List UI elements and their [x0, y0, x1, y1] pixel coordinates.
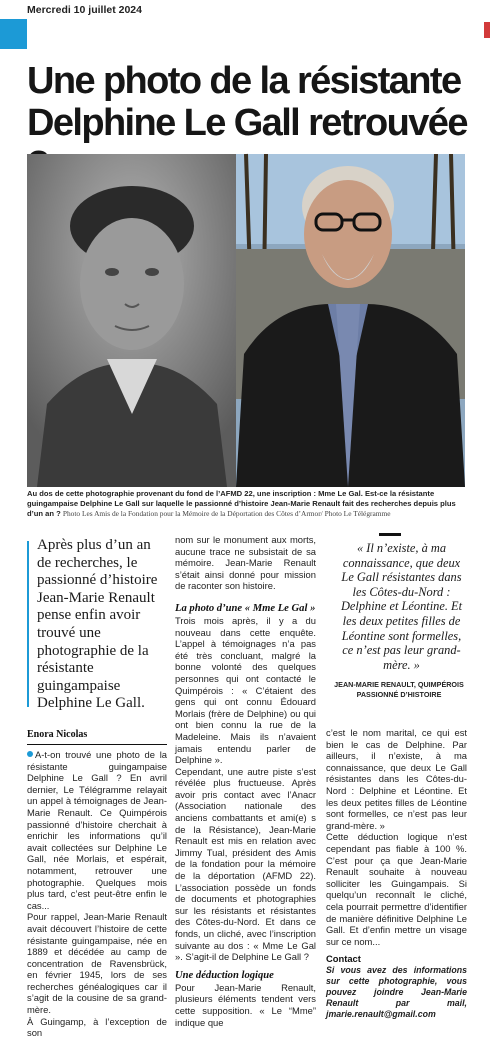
archive-portrait-photo — [27, 154, 236, 487]
body-paragraph: A-t-on trouvé une photo de la résistante guingampaise Delphine Le Gall ? En avril dernier, Le Télégramme relayait un appel à témoignages de Jean-Marie Renault. Ce Quimpérois passionné d’histoire cherchait à enrichir les informations qu’il avait collectées sur Delphine Le Gall, née Morlais, et espérait, notamment, retrouver une photographie. Quelques mois plus tard, c’est peut-être enfin le cas... — [27, 749, 167, 911]
body-paragraph: Pour rappel, Jean-Marie Renault avait découvert l’histoire de cette résistante guingampaise, née en 1889 et décédée au camp de concentration de Ravensbrück, en février 1945, lors de ses recherches généalogiques car il s’agit de la cousine de sa grand-mère. — [27, 911, 167, 1016]
body-paragraph: Cette déduction logique n’est cependant pas fiable à 100 %. C’est pour ça que Jean-Marie Renault souhaite à nouveau solliciter les Guingampais. Si quelqu’un reconnaît le cliché, cela pourrait permettre d’identifier de manière définitive Delphine Le Gall. Et d’enfin mettre un visage sur ce nom... — [326, 831, 467, 947]
body-paragraph: nom sur le monument aux morts, aucune trace ne subsistait de sa mémoire. Jean-Marie Renault s’était ainsi donné pour mission de raconter son histoire. — [175, 534, 316, 592]
bullet-icon — [27, 751, 33, 757]
contact-heading: Contact — [326, 953, 361, 965]
article-photo — [27, 154, 465, 487]
subheading: La photo d’une « Mme Le Gal » — [175, 602, 316, 614]
body-column-1 — [27, 749, 167, 1039]
issue-date: Mercredi 10 juillet 2024 — [27, 4, 142, 16]
researcher-portrait-photo — [236, 154, 465, 487]
section-accent-bar — [0, 19, 27, 49]
body-column-2 — [175, 534, 316, 1028]
headline-line-1: Une photo de la résistante — [27, 60, 461, 102]
section-dash — [379, 533, 401, 536]
body-paragraph: c’est le nom marital, ce qui est bien le cas de Delphine. Par ailleurs, il n’existe, à ma connaissance, que deux Le Gall résistantes dans les Côtes-du-Nord : Delphine et Léontine. Et les deux petites filles de Léontine sont formelles, ce n’est pas leur grand-mère. » — [326, 727, 467, 831]
photo-credit: Photo Les Amis de la Fondation pour la Mémoire de la Déportation des Côtes d’Armor/ Photo Le Télégramme — [62, 509, 391, 518]
subheading: Une déduction logique — [175, 969, 274, 981]
headline-line-2: Delphine Le Gall retrouvée — [27, 102, 467, 144]
pull-quote-attribution: JEAN-MARIE RENAULT, QUIMPÉROIS PASSIONNÉ D’HISTOIRE — [334, 680, 464, 699]
body-paragraph: Pour Jean-Marie Renault, plusieurs éléments tendent vers cette supposition. « Le “Mme” indique que — [175, 981, 316, 1028]
pull-quote: « Il n’existe, à ma connaissance, que deux Le Gall résistantes dans les Côtes-du-Nord : Delphine et Léontine. Et les deux petites filles de Léontine sont formelles, ce n’est pas leur grand-mère. » — [340, 541, 463, 672]
author-byline: Enora Nicolas — [27, 729, 88, 740]
chapo-accent-bar — [27, 541, 29, 707]
edge-marker — [484, 22, 490, 38]
caption-text: Au dos de cette photographie provenant du fond de l’AFMD 22, une inscription : Mme Le Gal. Est-ce la résistante guingampaise Delphine Le Gall sur laquelle le passionné d’histoire Jean-Marie Renault fait des recherches depuis plus d’un an ? — [27, 489, 456, 518]
contact-text: Si vous avez des informations sur cette photographie, vous pouvez joindre Jean-Marie Renault par mail, jmarie.renault@gmail.com — [326, 964, 467, 1019]
body-paragraph: Trois mois après, il y a du nouveau dans cette enquête. L’appel à témoignages n’a pas été très concluant, malgré la bonne volonté des quelques personnes qui ont contacté le Quimpérois : « C’étaient des gens qui ont connu Édouard Morlais (frère de Delphine) ou qui ont bien connu la rue de la Madeleine. Mais ils n’avaient jamais entendu parler de Delphine ». — [175, 614, 316, 766]
body-paragraph: À Guingamp, à l’exception de son — [27, 1015, 167, 1039]
lead-paragraph: Après plus d’un an de recherches, le passionné d’histoire Jean-Marie Renault pense enfin avoir trouvé une photographie de la résistante guingampaise Delphine Le Gall. — [37, 537, 158, 712]
body-column-3 — [326, 727, 467, 1020]
photo-caption — [27, 489, 467, 519]
byline-rule — [27, 744, 167, 745]
body-paragraph: Cependant, une autre piste s’est révélée plus fructueuse. Après avoir pris contact avec l’Anacr (Association nationale des anciens combattants et ami(e) s de la Résistance), Jean-Marie Renault est mis en relation avec Jimmy Tual, président des Amis de la fondation pour la mémoire de la déportation (AFMD 22). L’association possède un fonds de documents et photographies sur les résistants et résistantes des Côtes-du-Nord. Et dans ce fonds, un cliché, avec l’inscription suivante au dos : « Mme Le Gal ». S’agit-il de Delphine Le Gall ? — [175, 765, 316, 963]
